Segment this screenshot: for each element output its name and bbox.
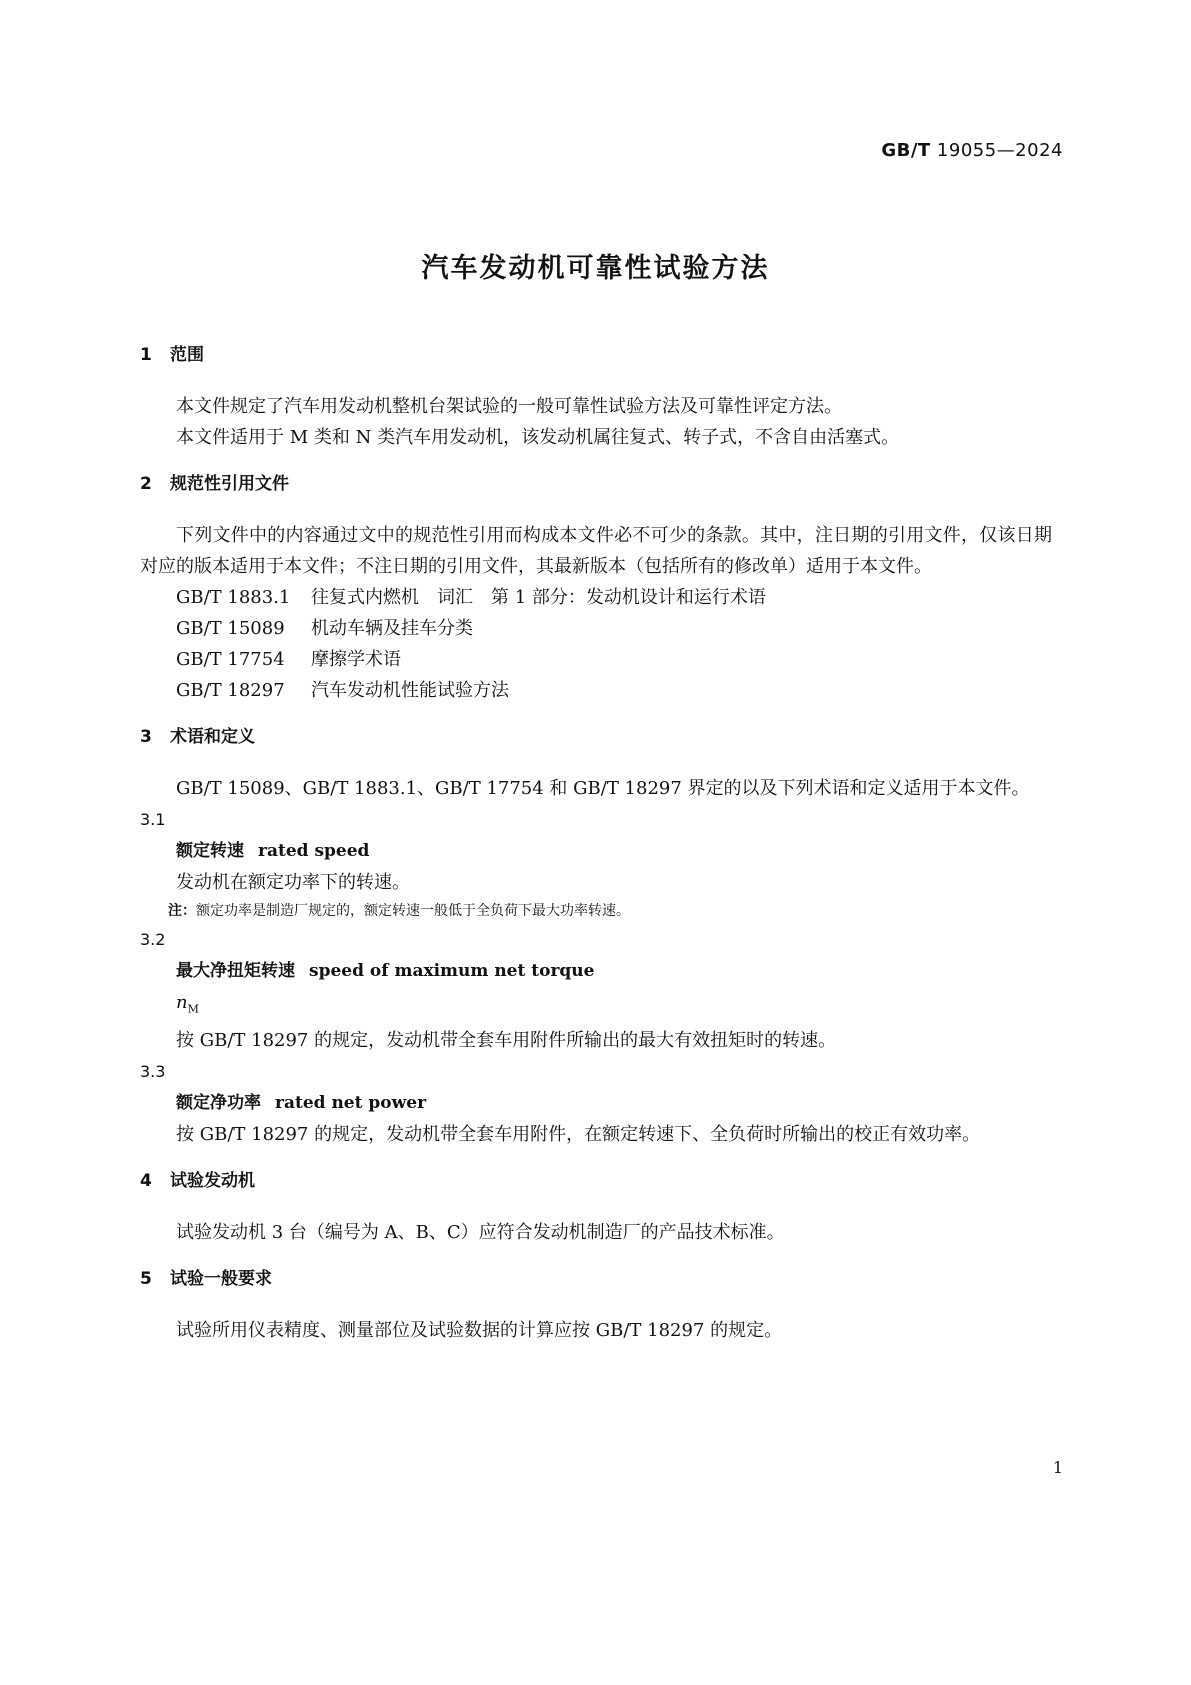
reference-item (140, 582, 1052, 613)
term-en: rated net power (275, 1092, 427, 1113)
reference-title: 摩擦学术语 (311, 649, 401, 670)
term-symbol (140, 987, 1052, 1025)
paragraph: 下列文件中的内容通过文中的规范性引用而构成本文件必不可少的条款。其中，注日期的引用文件，仅该日期对应的版本适用于本文件；不注日期的引用文件，其最新版本（包括所有的修改单）适用于本文件。 (140, 525, 1052, 577)
section-number: 5 (140, 1268, 152, 1289)
paragraph: 本文件适用于 M 类和 N 类汽车用发动机，该发动机属往复式、转子式，不含自由活塞式。 (176, 427, 900, 448)
term-heading (140, 835, 1052, 867)
term-number: 3.1 (140, 810, 166, 829)
term-definition: 发动机在额定功率下的转速。 (176, 872, 410, 893)
standard-code: 19055—2024 (936, 140, 1063, 161)
reference-code: GB/T 17754 (176, 649, 285, 670)
standard-prefix: GB/T (881, 140, 931, 161)
term-heading (140, 1087, 1052, 1119)
paragraph: 试验发动机 3 台（编号为 A、B、C）应符合发动机制造厂的产品技术标准。 (176, 1221, 785, 1243)
term-en: rated speed (258, 841, 370, 861)
paragraph: 本文件规定了汽车用发动机整机台架试验的一般可靠性试验方法及可靠性评定方法。 (176, 396, 842, 417)
term-definition: 按 GB/T 18297 的规定，发动机带全套车用附件，在额定转速下、全负荷时所输出的校正有效功率。 (176, 1123, 981, 1145)
term-definition: 按 GB/T 18297 的规定，发动机带全套车用附件所输出的最大有效扭矩时的转速。 (176, 1029, 837, 1051)
section-title: 范围 (170, 345, 204, 365)
term-number: 3.3 (140, 1061, 166, 1081)
section-3-heading (140, 722, 1052, 753)
symbol-subscript: M (187, 1002, 199, 1016)
standard-number (881, 140, 1063, 161)
section-1-heading (140, 340, 1052, 371)
paragraph: 试验所用仪表精度、测量部位及试验数据的计算应按 GB/T 18297 的规定。 (176, 1319, 783, 1341)
section-4-heading (140, 1166, 1052, 1197)
page-number: 1 (1052, 1458, 1063, 1477)
term-heading (140, 955, 1052, 987)
term-note (140, 898, 1052, 924)
section-title: 试验发动机 (170, 1170, 255, 1191)
reference-title: 机动车辆及挂车分类 (311, 618, 473, 639)
term-en: speed of maximum net torque (309, 961, 595, 981)
document-title: 汽车发动机可靠性试验方法 (421, 253, 770, 284)
section-number: 4 (140, 1170, 152, 1191)
document-body (140, 340, 1052, 1346)
section-5-heading (140, 1264, 1052, 1295)
section-2-heading (140, 469, 1052, 500)
term-zh: 额定转速 (176, 841, 244, 861)
section-number: 3 (140, 727, 152, 747)
reference-code: GB/T 1883.1 (176, 587, 291, 608)
note-text: 额定功率是制造厂规定的，额定转速一般低于全负荷下最大功率转速。 (196, 903, 630, 919)
section-title: 规范性引用文件 (170, 474, 289, 494)
reference-item (140, 613, 1052, 644)
section-number: 2 (140, 474, 152, 494)
symbol-base: n (176, 992, 188, 1013)
reference-title: 汽车发动机性能试验方法 (311, 680, 509, 701)
reference-item (140, 675, 1052, 706)
reference-code: GB/T 15089 (176, 618, 285, 639)
reference-item (140, 644, 1052, 675)
term-number: 3.2 (140, 930, 166, 949)
reference-code: GB/T 18297 (176, 680, 285, 701)
paragraph: GB/T 15089、GB/T 1883.1、GB/T 17754 和 GB/T 18297 界定的以及下列术语和定义适用于本文件。 (176, 778, 1030, 799)
term-zh: 最大净扭矩转速 (176, 961, 295, 981)
section-title: 术语和定义 (170, 727, 255, 747)
note-label: 注： (168, 903, 196, 919)
reference-title: 往复式内燃机 词汇 第 1 部分：发动机设计和运行术语 (311, 587, 766, 608)
section-number: 1 (140, 345, 152, 365)
section-title: 试验一般要求 (170, 1268, 272, 1289)
term-zh: 额定净功率 (176, 1092, 261, 1113)
